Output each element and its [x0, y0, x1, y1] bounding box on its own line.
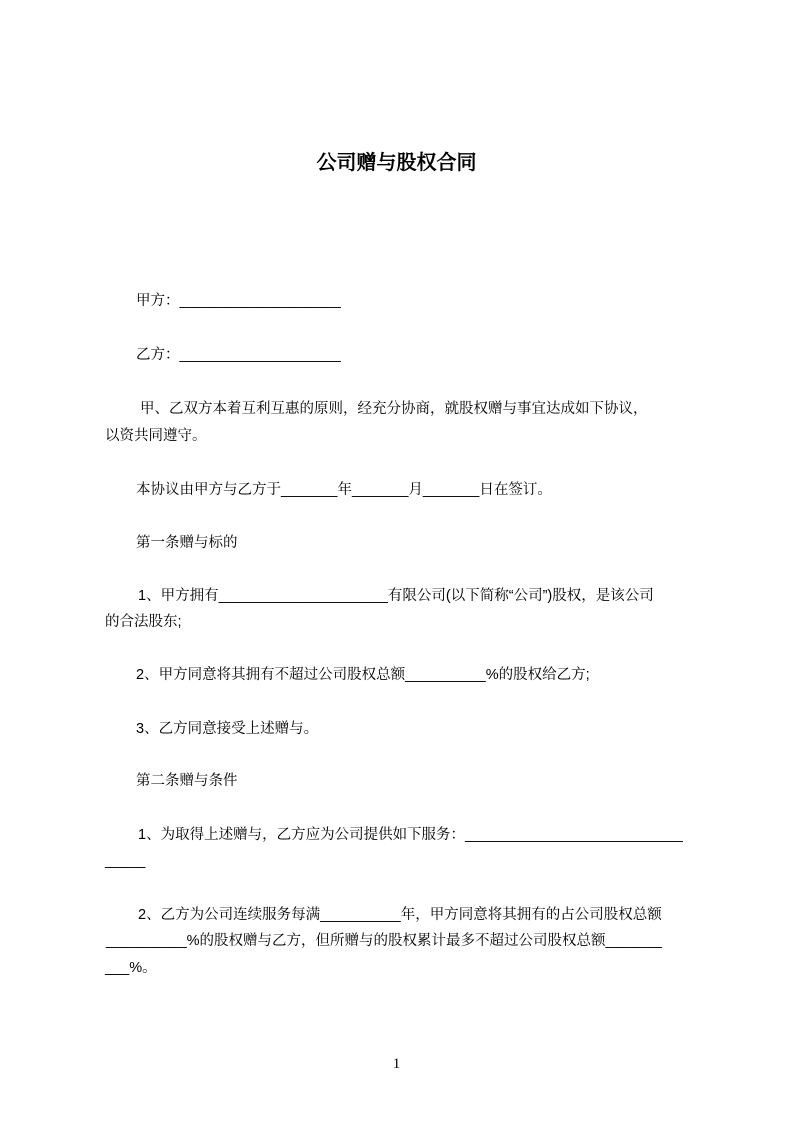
- party-b-line: 乙方：____________________: [136, 347, 341, 363]
- intro-line-2: 以资共同遵守。: [105, 428, 207, 444]
- article1-heading: 第一条赠与标的: [136, 535, 238, 551]
- article1-item2: 2、甲方同意将其拥有不超过公司股权总额__________%的股权给乙方;: [136, 667, 590, 683]
- document-title: 公司赠与股权合同: [316, 152, 477, 174]
- article2-heading: 第二条赠与条件: [136, 773, 238, 789]
- article2-item1-line2: _____: [105, 853, 146, 869]
- page-number: 1: [392, 1056, 401, 1072]
- intro-line-1: 甲、乙双方本着互利互惠的原则，经充分协商，就股权赠与事宜达成如下协议，: [140, 401, 648, 417]
- article1-item1-line1: 1、甲方拥有_____________________有限公司(以下简称“公司”)股权，是该公司: [138, 588, 654, 604]
- article1-item1-line2: 的合法股东;: [105, 614, 182, 630]
- article2-item1-line1: 1、为取得上述赠与，乙方应为公司提供如下服务：___________________________: [138, 827, 683, 843]
- party-a-line: 甲方：____________________: [136, 293, 341, 309]
- signing-line: 本协议由甲方与乙方于_______年_______月_______日在签订。: [136, 482, 552, 498]
- article1-item3: 3、乙方同意接受上述赠与。: [136, 721, 319, 737]
- article2-item2-line1: 2、乙方为公司连续服务每满__________年，甲方同意将其拥有的占公司股权总额: [138, 907, 662, 923]
- article2-item2-line2: __________%的股权赠与乙方，但所赠与的股权累计最多不超过公司股权总额_______: [106, 933, 662, 949]
- article2-item2-line3: ___%。: [105, 960, 157, 976]
